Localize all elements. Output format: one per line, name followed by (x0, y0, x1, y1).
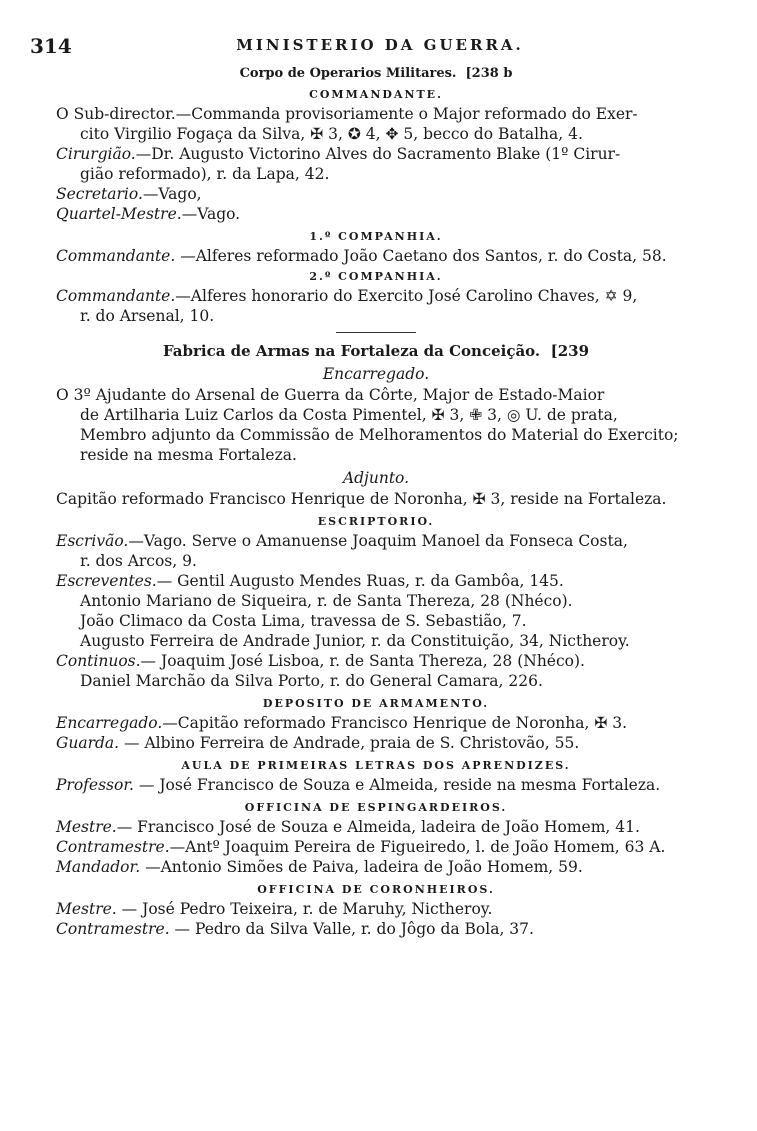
professor-label: Professor. (56, 776, 134, 794)
cor-mestre-entry (56, 899, 696, 919)
subdirector-line: O Sub-director.—Commanda provisoriamente o Major reformado do Exer- (56, 105, 638, 123)
cirurgiao-cont: gião reformado), r. da Lapa, 42. (80, 165, 330, 183)
companhia1-label: Commandante. (56, 247, 176, 265)
escrivao-text: —Vago. Serve o Amanuense Joaquim Manoel da Fonseca Costa, (128, 532, 628, 550)
section-title-corpo (56, 64, 696, 84)
cor-contra-text: — Pedro da Silva Valle, r. do Jôgo da Bola, 37. (169, 920, 534, 938)
professor-text: — José Francisco de Souza e Almeida, reside na mesma Fortaleza. (133, 776, 661, 794)
cor-contra-entry (56, 919, 696, 939)
professor-entry (56, 775, 696, 795)
escrevente-4: Augusto Ferreira de Andrade Junior, r. da Constituição, 34, Nictheroy. (80, 632, 630, 650)
page-header (30, 34, 730, 58)
continuos-entry (56, 651, 696, 671)
deposito-heading: DEPOSITO DE ARMAMENTO. (262, 697, 490, 710)
secretario-entry (56, 184, 696, 204)
fabrica-title: Fabrica de Armas na Fortaleza da Conceição. (162, 342, 541, 360)
adjunto-entry: Capitão reformado Francisco Henrique de Noronha, ✠ 3, reside na Fortaleza. (56, 490, 667, 508)
corpo-title: Corpo de Operarios Militares. (239, 66, 457, 81)
companhia1-text: —Alferes reformado João Caetano dos Santos, r. do Costa, 58. (175, 247, 667, 265)
cor-mestre-label: Mestre. (56, 900, 117, 918)
page-number: 314 (30, 34, 72, 58)
esp-mestre-text: — Francisco José de Souza e Almeida, ladeira de João Homem, 41. (116, 818, 640, 836)
fabrica-ref: [239 (550, 342, 590, 360)
dep-encarregado-label: Encarregado. (56, 714, 163, 732)
escreventes-entry (56, 571, 696, 591)
quartel-label: Quartel-Mestre. (56, 205, 182, 223)
companhia2-label: Commandante. (56, 287, 176, 305)
escrivao-label: Escrivão. (56, 532, 129, 550)
esp-contra-text: —Antº Joaquim Pereira de Figueiredo, l. de João Homem, 63 A. (169, 838, 666, 856)
dep-encarregado-entry (56, 713, 696, 733)
cor-contra-label: Contramestre. (56, 920, 170, 938)
encarregado-line-4: reside na mesma Fortaleza. (80, 446, 297, 464)
esp-mestre-label: Mestre. (56, 818, 117, 836)
escreventes-label: Escreventes. (56, 572, 157, 590)
quartel-entry (56, 204, 696, 224)
corpo-ref: [238 b (465, 66, 513, 81)
espingardeiros-heading: OFFICINA DE ESPINGARDEIROS. (244, 801, 508, 814)
cirurgiao-label: Cirurgião. (56, 145, 136, 163)
quartel-text: —Vago. (181, 205, 241, 223)
section-divider (336, 332, 416, 333)
companhia1-heading: 1.º COMPANHIA. (309, 230, 443, 243)
companhia2-entry (56, 286, 696, 306)
cirurgiao-entry (56, 144, 696, 164)
encarregado-heading: Encarregado. (322, 365, 430, 383)
subdirector-line-cont: cito Virgilio Fogaça da Silva, ✠ 3, ✪ 4, ✥ 5, becco do Batalha, 4. (80, 125, 583, 143)
cor-mestre-text: — José Pedro Teixeira, r. de Maruhy, Nictheroy. (116, 900, 493, 918)
secretario-text: —Vago, (142, 185, 202, 203)
escrivao-cont: r. dos Arcos, 9. (80, 552, 197, 570)
companhia1-entry (56, 246, 696, 266)
aula-heading: AULA DE PRIMEIRAS LETRAS DOS APRENDIZES. (181, 759, 571, 772)
dep-encarregado-text: —Capitão reformado Francisco Henrique de Noronha, ✠ 3. (162, 714, 628, 732)
companhia2-heading: 2.º COMPANHIA. (309, 270, 443, 283)
escreventes-text: — Gentil Augusto Mendes Ruas, r. da Gambôa, 145. (156, 572, 564, 590)
continuos-text: — Joaquim José Lisboa, r. de Santa Thereza, 28 (Nhéco). (140, 652, 585, 670)
continuo-2: Daniel Marchão da Silva Porto, r. do General Camara, 226. (80, 672, 543, 690)
section-title-fabrica (56, 339, 696, 363)
coronheiros-heading: OFFICINA DE CORONHEIROS. (257, 883, 495, 896)
encarregado-line-1: O 3º Ajudante do Arsenal de Guerra da Côrte, Major de Estado-Maior (56, 386, 605, 404)
cirurgiao-text: —Dr. Augusto Victorino Alves do Sacramento Blake (1º Cirur- (135, 145, 621, 163)
esp-mestre-entry (56, 817, 696, 837)
page-content (56, 64, 696, 939)
running-title: MINISTERIO DA GUERRA. (236, 36, 524, 54)
guarda-text: — Albino Ferreira de Andrade, praia de S. Christovão, 55. (119, 734, 580, 752)
secretario-label: Secretario. (56, 185, 143, 203)
guarda-entry (56, 733, 696, 753)
esp-mandador-label: Mandador. (56, 858, 141, 876)
adjunto-heading: Adjunto. (342, 469, 410, 487)
esp-mandador-text: —Antonio Simões de Paiva, ladeira de João Homem, 59. (140, 858, 583, 876)
encarregado-line-3: Membro adjunto da Commissão de Melhoramentos do Material do Exercito; (80, 426, 679, 444)
esp-contra-entry (56, 837, 696, 857)
companhia2-text: —Alferes honorario do Exercito José Carolino Chaves, ✡ 9, (175, 287, 638, 305)
commandante-heading: COMMANDANTE. (309, 88, 443, 101)
continuos-label: Continuos. (56, 652, 141, 670)
escriptorio-heading: ESCRIPTORIO. (317, 515, 435, 528)
companhia2-cont: r. do Arsenal, 10. (80, 307, 215, 325)
escrevente-3: João Climaco da Costa Lima, travessa de S. Sebastião, 7. (80, 612, 527, 630)
escrivao-entry (56, 531, 696, 551)
esp-mandador-entry (56, 857, 696, 877)
escrevente-2: Antonio Mariano de Siqueira, r. de Santa Thereza, 28 (Nhéco). (80, 592, 573, 610)
encarregado-line-2: de Artilharia Luiz Carlos da Costa Pimentel, ✠ 3, ✙ 3, ◎ U. de prata, (80, 406, 618, 424)
guarda-label: Guarda. (56, 734, 120, 752)
esp-contra-label: Contramestre. (56, 838, 170, 856)
